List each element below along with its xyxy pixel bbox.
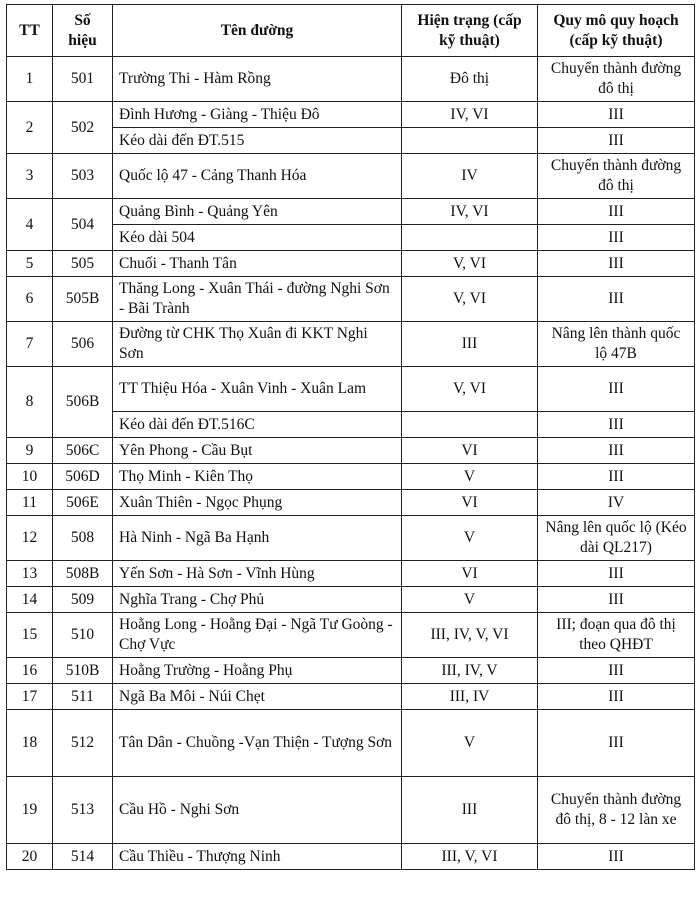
cell-quy-mo: III bbox=[538, 464, 695, 490]
cell-quy-mo: Chuyển thành đường đô thị bbox=[538, 57, 695, 102]
table-row bbox=[7, 710, 695, 777]
cell-ten-duong: Quốc lộ 47 - Cảng Thanh Hóa bbox=[113, 154, 402, 199]
cell-so-hieu: 506 bbox=[53, 322, 113, 367]
cell-ten-duong: Trường Thi - Hàm Rồng bbox=[113, 57, 402, 102]
cell-quy-mo: III bbox=[538, 438, 695, 464]
cell-tt: 4 bbox=[7, 199, 53, 251]
cell-tt: 12 bbox=[7, 516, 53, 561]
cell-quy-mo: III bbox=[538, 367, 695, 412]
cell-hien-trang: VI bbox=[402, 490, 538, 516]
cell-hien-trang: IV, VI bbox=[402, 199, 538, 225]
cell-ten-duong: Yên Phong - Cầu Bụt bbox=[113, 438, 402, 464]
header-hien-trang: Hiện trạng (cấp kỹ thuật) bbox=[402, 5, 538, 57]
cell-hien-trang: V, VI bbox=[402, 367, 538, 412]
cell-hien-trang: III, IV, V, VI bbox=[402, 613, 538, 658]
cell-hien-trang bbox=[402, 412, 538, 438]
header-quy-mo: Quy mô quy hoạch (cấp kỹ thuật) bbox=[538, 5, 695, 57]
table-row bbox=[7, 613, 695, 658]
cell-tt: 14 bbox=[7, 587, 53, 613]
cell-so-hieu: 502 bbox=[53, 102, 113, 154]
cell-tt: 3 bbox=[7, 154, 53, 199]
cell-quy-mo: III bbox=[538, 225, 695, 251]
cell-quy-mo: Chuyển thành đường đô thị, 8 - 12 làn xe bbox=[538, 777, 695, 844]
cell-quy-mo: III bbox=[538, 128, 695, 154]
table-row bbox=[7, 844, 695, 870]
header-so-hieu: Số hiệu bbox=[53, 5, 113, 57]
cell-so-hieu: 501 bbox=[53, 57, 113, 102]
cell-tt: 16 bbox=[7, 658, 53, 684]
cell-ten-duong: Hoằng Long - Hoằng Đại - Ngã Tư Goòng - Chợ Vực bbox=[113, 613, 402, 658]
cell-so-hieu: 506C bbox=[53, 438, 113, 464]
cell-quy-mo: III bbox=[538, 844, 695, 870]
cell-so-hieu: 506E bbox=[53, 490, 113, 516]
cell-so-hieu: 504 bbox=[53, 199, 113, 251]
cell-so-hieu: 508B bbox=[53, 561, 113, 587]
cell-tt: 9 bbox=[7, 438, 53, 464]
cell-quy-mo: III; đoạn qua đô thị theo QHĐT bbox=[538, 613, 695, 658]
table-row bbox=[7, 561, 695, 587]
table-row bbox=[7, 277, 695, 322]
cell-hien-trang: III, V, VI bbox=[402, 844, 538, 870]
cell-quy-mo: III bbox=[538, 710, 695, 777]
header-ten-duong: Tên đường bbox=[113, 5, 402, 57]
cell-ten-duong: Thăng Long - Xuân Thái - đường Nghi Sơn - Bãi Trành bbox=[113, 277, 402, 322]
road-planning-table bbox=[6, 4, 695, 870]
cell-tt: 15 bbox=[7, 613, 53, 658]
cell-so-hieu: 514 bbox=[53, 844, 113, 870]
cell-tt: 8 bbox=[7, 367, 53, 438]
table-header-row bbox=[7, 5, 695, 57]
cell-ten-duong: Tân Dân - Chuồng -Vạn Thiện - Tượng Sơn bbox=[113, 710, 402, 777]
cell-so-hieu: 506D bbox=[53, 464, 113, 490]
cell-so-hieu: 510B bbox=[53, 658, 113, 684]
cell-ten-duong: Kéo dài đến ĐT.515 bbox=[113, 128, 402, 154]
cell-quy-mo: III bbox=[538, 199, 695, 225]
cell-ten-duong: Đình Hương - Giàng - Thiệu Đô bbox=[113, 102, 402, 128]
cell-hien-trang: IV, VI bbox=[402, 102, 538, 128]
cell-quy-mo: III bbox=[538, 102, 695, 128]
table-row bbox=[7, 587, 695, 613]
cell-hien-trang: Đô thị bbox=[402, 57, 538, 102]
cell-ten-duong: Hoằng Trường - Hoằng Phụ bbox=[113, 658, 402, 684]
cell-ten-duong: Kéo dài đến ĐT.516C bbox=[113, 412, 402, 438]
cell-tt: 1 bbox=[7, 57, 53, 102]
table-row bbox=[7, 322, 695, 367]
cell-ten-duong: Xuân Thiên - Ngọc Phụng bbox=[113, 490, 402, 516]
cell-hien-trang bbox=[402, 225, 538, 251]
cell-quy-mo: Nâng lên thành quốc lộ 47B bbox=[538, 322, 695, 367]
cell-ten-duong: TT Thiệu Hóa - Xuân Vinh - Xuân Lam bbox=[113, 367, 402, 412]
cell-tt: 2 bbox=[7, 102, 53, 154]
cell-ten-duong: Cầu Hồ - Nghi Sơn bbox=[113, 777, 402, 844]
cell-tt: 11 bbox=[7, 490, 53, 516]
cell-hien-trang: III bbox=[402, 777, 538, 844]
cell-hien-trang: V bbox=[402, 710, 538, 777]
cell-quy-mo: III bbox=[538, 684, 695, 710]
cell-quy-mo: III bbox=[538, 561, 695, 587]
table-row bbox=[7, 777, 695, 844]
table-row bbox=[7, 251, 695, 277]
cell-ten-duong: Đường từ CHK Thọ Xuân đi KKT Nghi Sơn bbox=[113, 322, 402, 367]
cell-hien-trang: VI bbox=[402, 438, 538, 464]
cell-hien-trang: V, VI bbox=[402, 251, 538, 277]
cell-quy-mo: III bbox=[538, 412, 695, 438]
table-row bbox=[7, 658, 695, 684]
cell-so-hieu: 510 bbox=[53, 613, 113, 658]
cell-so-hieu: 503 bbox=[53, 154, 113, 199]
cell-so-hieu: 512 bbox=[53, 710, 113, 777]
cell-so-hieu: 508 bbox=[53, 516, 113, 561]
table-row bbox=[7, 438, 695, 464]
cell-tt: 13 bbox=[7, 561, 53, 587]
cell-hien-trang: VI bbox=[402, 561, 538, 587]
cell-ten-duong: Kéo dài 504 bbox=[113, 225, 402, 251]
table-row bbox=[7, 367, 695, 412]
cell-tt: 19 bbox=[7, 777, 53, 844]
table-row bbox=[7, 684, 695, 710]
header-tt: TT bbox=[7, 5, 53, 57]
cell-hien-trang: V bbox=[402, 516, 538, 561]
cell-ten-duong: Thọ Minh - Kiên Thọ bbox=[113, 464, 402, 490]
cell-tt: 20 bbox=[7, 844, 53, 870]
cell-tt: 17 bbox=[7, 684, 53, 710]
cell-quy-mo: III bbox=[538, 587, 695, 613]
cell-ten-duong: Chuối - Thanh Tân bbox=[113, 251, 402, 277]
cell-so-hieu: 509 bbox=[53, 587, 113, 613]
cell-quy-mo: III bbox=[538, 251, 695, 277]
cell-tt: 7 bbox=[7, 322, 53, 367]
cell-hien-trang: III, IV bbox=[402, 684, 538, 710]
cell-hien-trang bbox=[402, 128, 538, 154]
cell-tt: 5 bbox=[7, 251, 53, 277]
cell-tt: 10 bbox=[7, 464, 53, 490]
cell-tt: 6 bbox=[7, 277, 53, 322]
cell-so-hieu: 506B bbox=[53, 367, 113, 438]
table-row bbox=[7, 57, 695, 102]
cell-hien-trang: V bbox=[402, 587, 538, 613]
cell-hien-trang: V, VI bbox=[402, 277, 538, 322]
cell-ten-duong: Quảng Bình - Quảng Yên bbox=[113, 199, 402, 225]
cell-so-hieu: 513 bbox=[53, 777, 113, 844]
cell-quy-mo: Nâng lên quốc lộ (Kéo dài QL217) bbox=[538, 516, 695, 561]
cell-hien-trang: V bbox=[402, 464, 538, 490]
cell-ten-duong: Nghĩa Trang - Chợ Phủ bbox=[113, 587, 402, 613]
cell-so-hieu: 505B bbox=[53, 277, 113, 322]
cell-ten-duong: Yến Sơn - Hà Sơn - Vĩnh Hùng bbox=[113, 561, 402, 587]
table-row bbox=[7, 490, 695, 516]
cell-so-hieu: 505 bbox=[53, 251, 113, 277]
cell-hien-trang: III bbox=[402, 322, 538, 367]
cell-tt: 18 bbox=[7, 710, 53, 777]
table-row bbox=[7, 516, 695, 561]
cell-ten-duong: Hà Ninh - Ngã Ba Hạnh bbox=[113, 516, 402, 561]
cell-so-hieu: 511 bbox=[53, 684, 113, 710]
cell-hien-trang: III, IV, V bbox=[402, 658, 538, 684]
table-row bbox=[7, 154, 695, 199]
cell-quy-mo: Chuyển thành đường đô thị bbox=[538, 154, 695, 199]
cell-quy-mo: III bbox=[538, 277, 695, 322]
cell-quy-mo: III bbox=[538, 658, 695, 684]
cell-hien-trang: IV bbox=[402, 154, 538, 199]
cell-ten-duong: Ngã Ba Môi - Núi Chẹt bbox=[113, 684, 402, 710]
table-row bbox=[7, 102, 695, 128]
table-row bbox=[7, 199, 695, 225]
table-row bbox=[7, 464, 695, 490]
cell-quy-mo: IV bbox=[538, 490, 695, 516]
cell-ten-duong: Cầu Thiều - Thượng Ninh bbox=[113, 844, 402, 870]
